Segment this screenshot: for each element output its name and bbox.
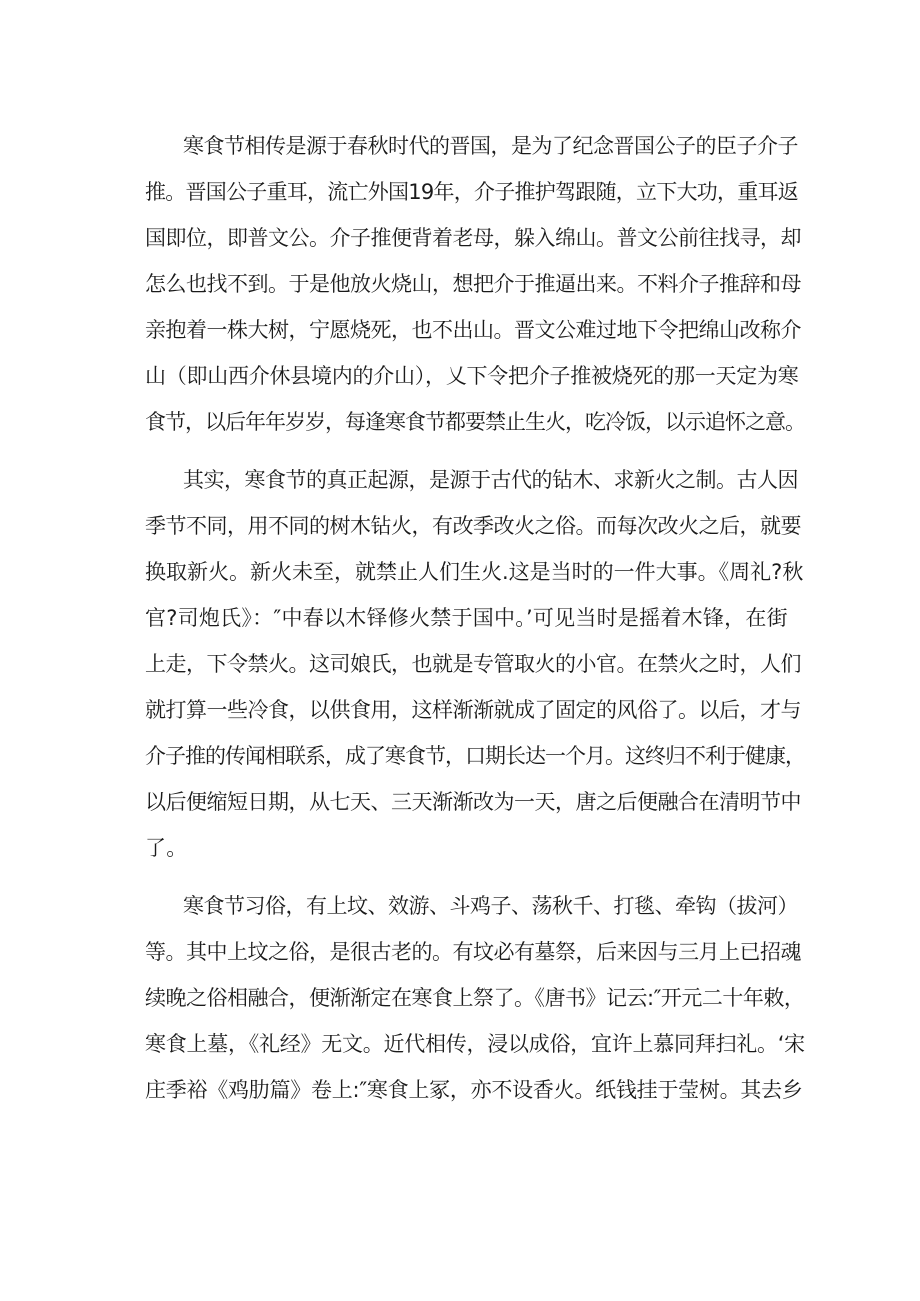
paragraph-2-line-8: 以后便缩短日期，从七天、三天渐渐改为一天，唐之后便融合在清明节中 <box>145 790 801 814</box>
paragraph-1-line-4: 怎么也找不到。于是他放火烧山，想把介于推逼出来。不料介子推辞和母 <box>145 272 801 296</box>
paragraph-1-line-1: 寒食节相传是源于春秋时代的晋国，是为了纪念晋国公子的臣子介子 <box>183 134 798 158</box>
paragraph-3-line-2: 等。其中上坟之俗，是很古老的。有坟必有墓祭，后来因与三月上已招魂 <box>145 940 801 964</box>
paragraph-3-line-4: 寒食上墓，《礼经》无文。近代相传，浸以成俗，宜许上慕同拜扫礼。‘宋 <box>145 1032 805 1056</box>
paragraph-2-line-7: 介子推的传闻相联系，成了寒食节，口期长达一个月。这终归不利于健康， <box>145 744 805 768</box>
paragraph-2-line-9: 了。 <box>145 836 188 860</box>
paragraph-2-line-1: 其实，寒食节的真正起源，是源于古代的钻木、求新火之制。古人因 <box>183 468 798 492</box>
paragraph-1-line-7: 食节，以后年年岁岁，每逢寒食节都要禁止生火，吃冷饭，以示追怀之意。 <box>145 410 805 434</box>
paragraph-2-line-5: 上走，下令禁火。这司娘氏，也就是专管取火的小官。在禁火之时，人们 <box>145 652 801 676</box>
paragraph-2-line-3: 换取新火。新火未至，就禁止人们生火.这是当时的一件大事。《周礼?秋 <box>145 560 804 584</box>
paragraph-2-line-6: 就打算一些冷食，以供食用，这样渐渐就成了固定的风俗了。以后，才与 <box>145 698 801 722</box>
paragraph-1-line-5: 亲抱着一株大树，宁愿烧死，也不出山。晋文公难过地下令把绵山改称介 <box>145 318 801 342</box>
paragraph-3-line-1: 寒食节习俗，有上坟、效游、斗鸡子、荡秋千、打毯、牵钩（拔河） <box>183 894 798 918</box>
paragraph-1-line-3: 国即位，即普文公。介子推便背着老母，躲入绵山。普文公前往找寻，却 <box>145 226 801 250</box>
paragraph-1-line-2: 推。晋国公子重耳，流亡外国19年，介子推护驾跟随，立下大功，重耳返 <box>145 180 798 204</box>
paragraph-3-line-3: 续晚之俗相融合，便渐渐定在寒食上祭了。《唐书》记云:″开元二十年敕， <box>145 986 805 1010</box>
paragraph-3-line-5: 庄季裕《鸡肋篇》卷上:″寒食上冢，亦不设香火。纸钱挂于莹树。其去乡 <box>145 1078 803 1102</box>
paragraph-2-line-2: 季节不同，用不同的树木钻火，有改季改火之俗。而每次改火之后，就要 <box>145 514 801 538</box>
paragraph-2-line-4: 官?司炮氏》：″中春以木铎修火禁于国中。’可见当时是摇着木锋，在街 <box>145 606 788 630</box>
paragraph-1-line-6: 山（即山西介休县境内的介山），乂下令把介子推被烧死的那一天定为寒 <box>145 364 799 388</box>
